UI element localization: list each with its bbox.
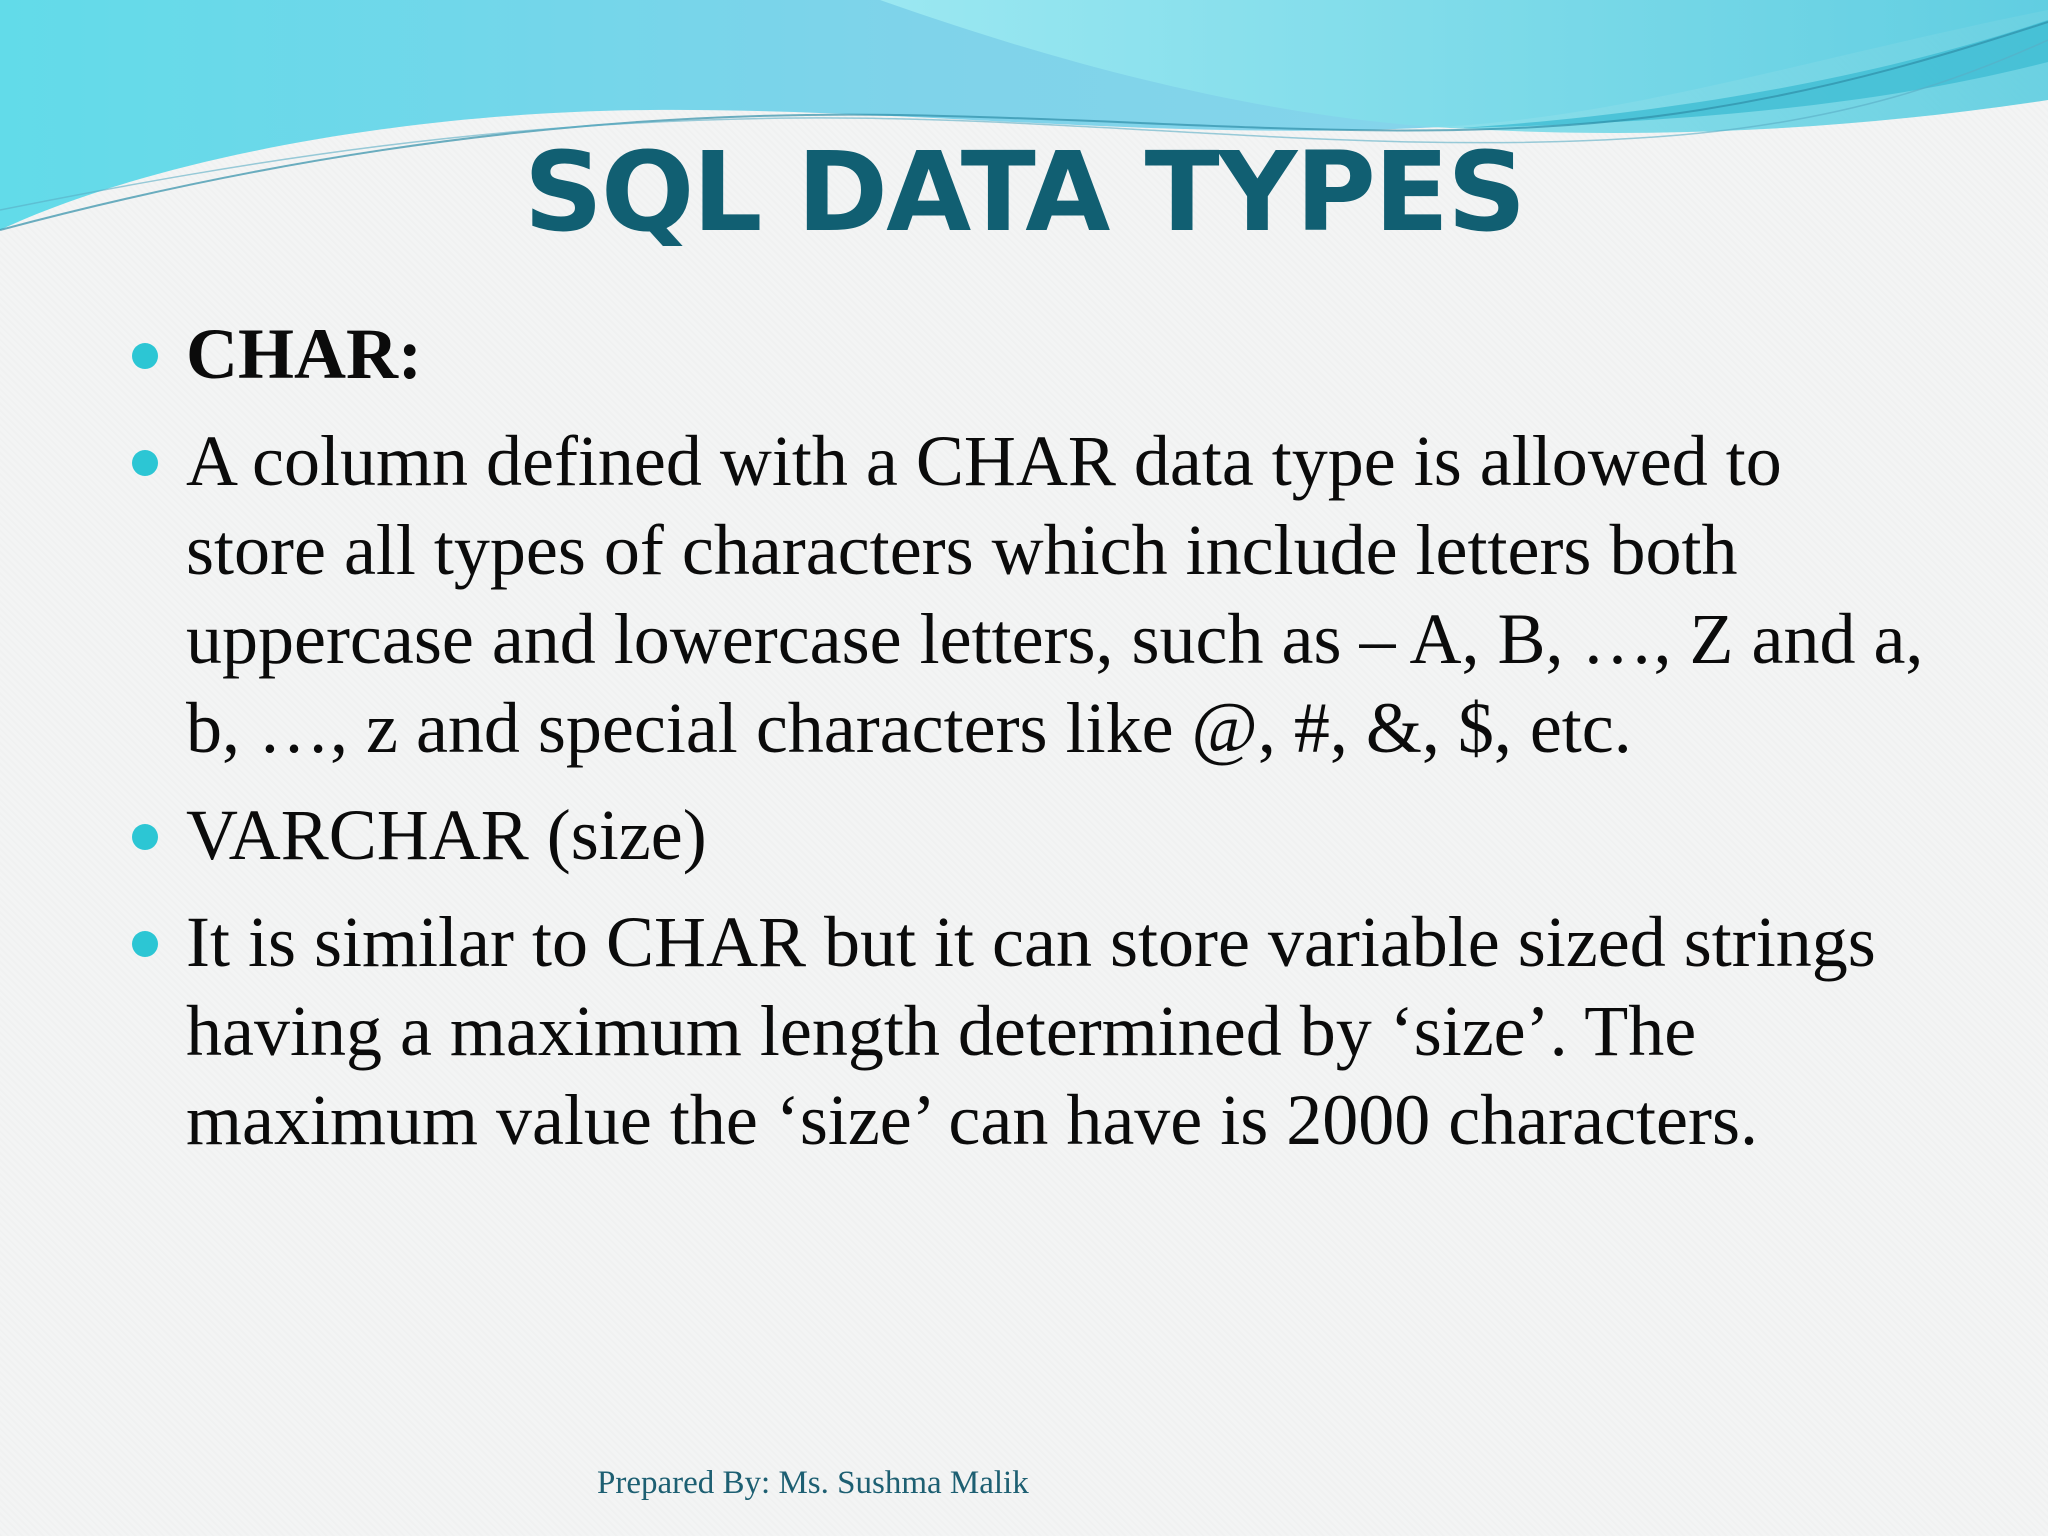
slide-title: SQL DATA TYPES	[523, 128, 1525, 256]
bullet-item-varchar-description	[130, 898, 1930, 1165]
bullet-text: It is similar to CHAR but it can store variable sized strings having a maximum length determined by ‘size’. The maximum value the ‘size’ can have is 2000 characters.	[186, 902, 1876, 1160]
bullet-text: VARCHAR (size)	[186, 795, 707, 875]
bullet-text: A column defined with a CHAR data type is allowed to store all types of characters which include letters both uppercase and lowercase letters, such as – A, B, …, Z and a, b, …, z and special characters like @, #, &, $, etc.	[186, 421, 1924, 768]
footer-credit: Prepared By: Ms. Sushma Malik	[597, 1465, 1029, 1501]
bullet-icon	[132, 931, 158, 957]
bullet-item-char-heading	[130, 310, 1930, 399]
bullet-item-varchar-heading	[130, 791, 1930, 880]
bullet-icon	[132, 450, 158, 476]
bullet-item-char-description	[130, 417, 1930, 773]
bullet-text: CHAR:	[186, 314, 422, 394]
bullet-list	[130, 310, 1930, 1183]
bullet-icon	[132, 343, 158, 369]
bullet-icon	[132, 824, 158, 850]
